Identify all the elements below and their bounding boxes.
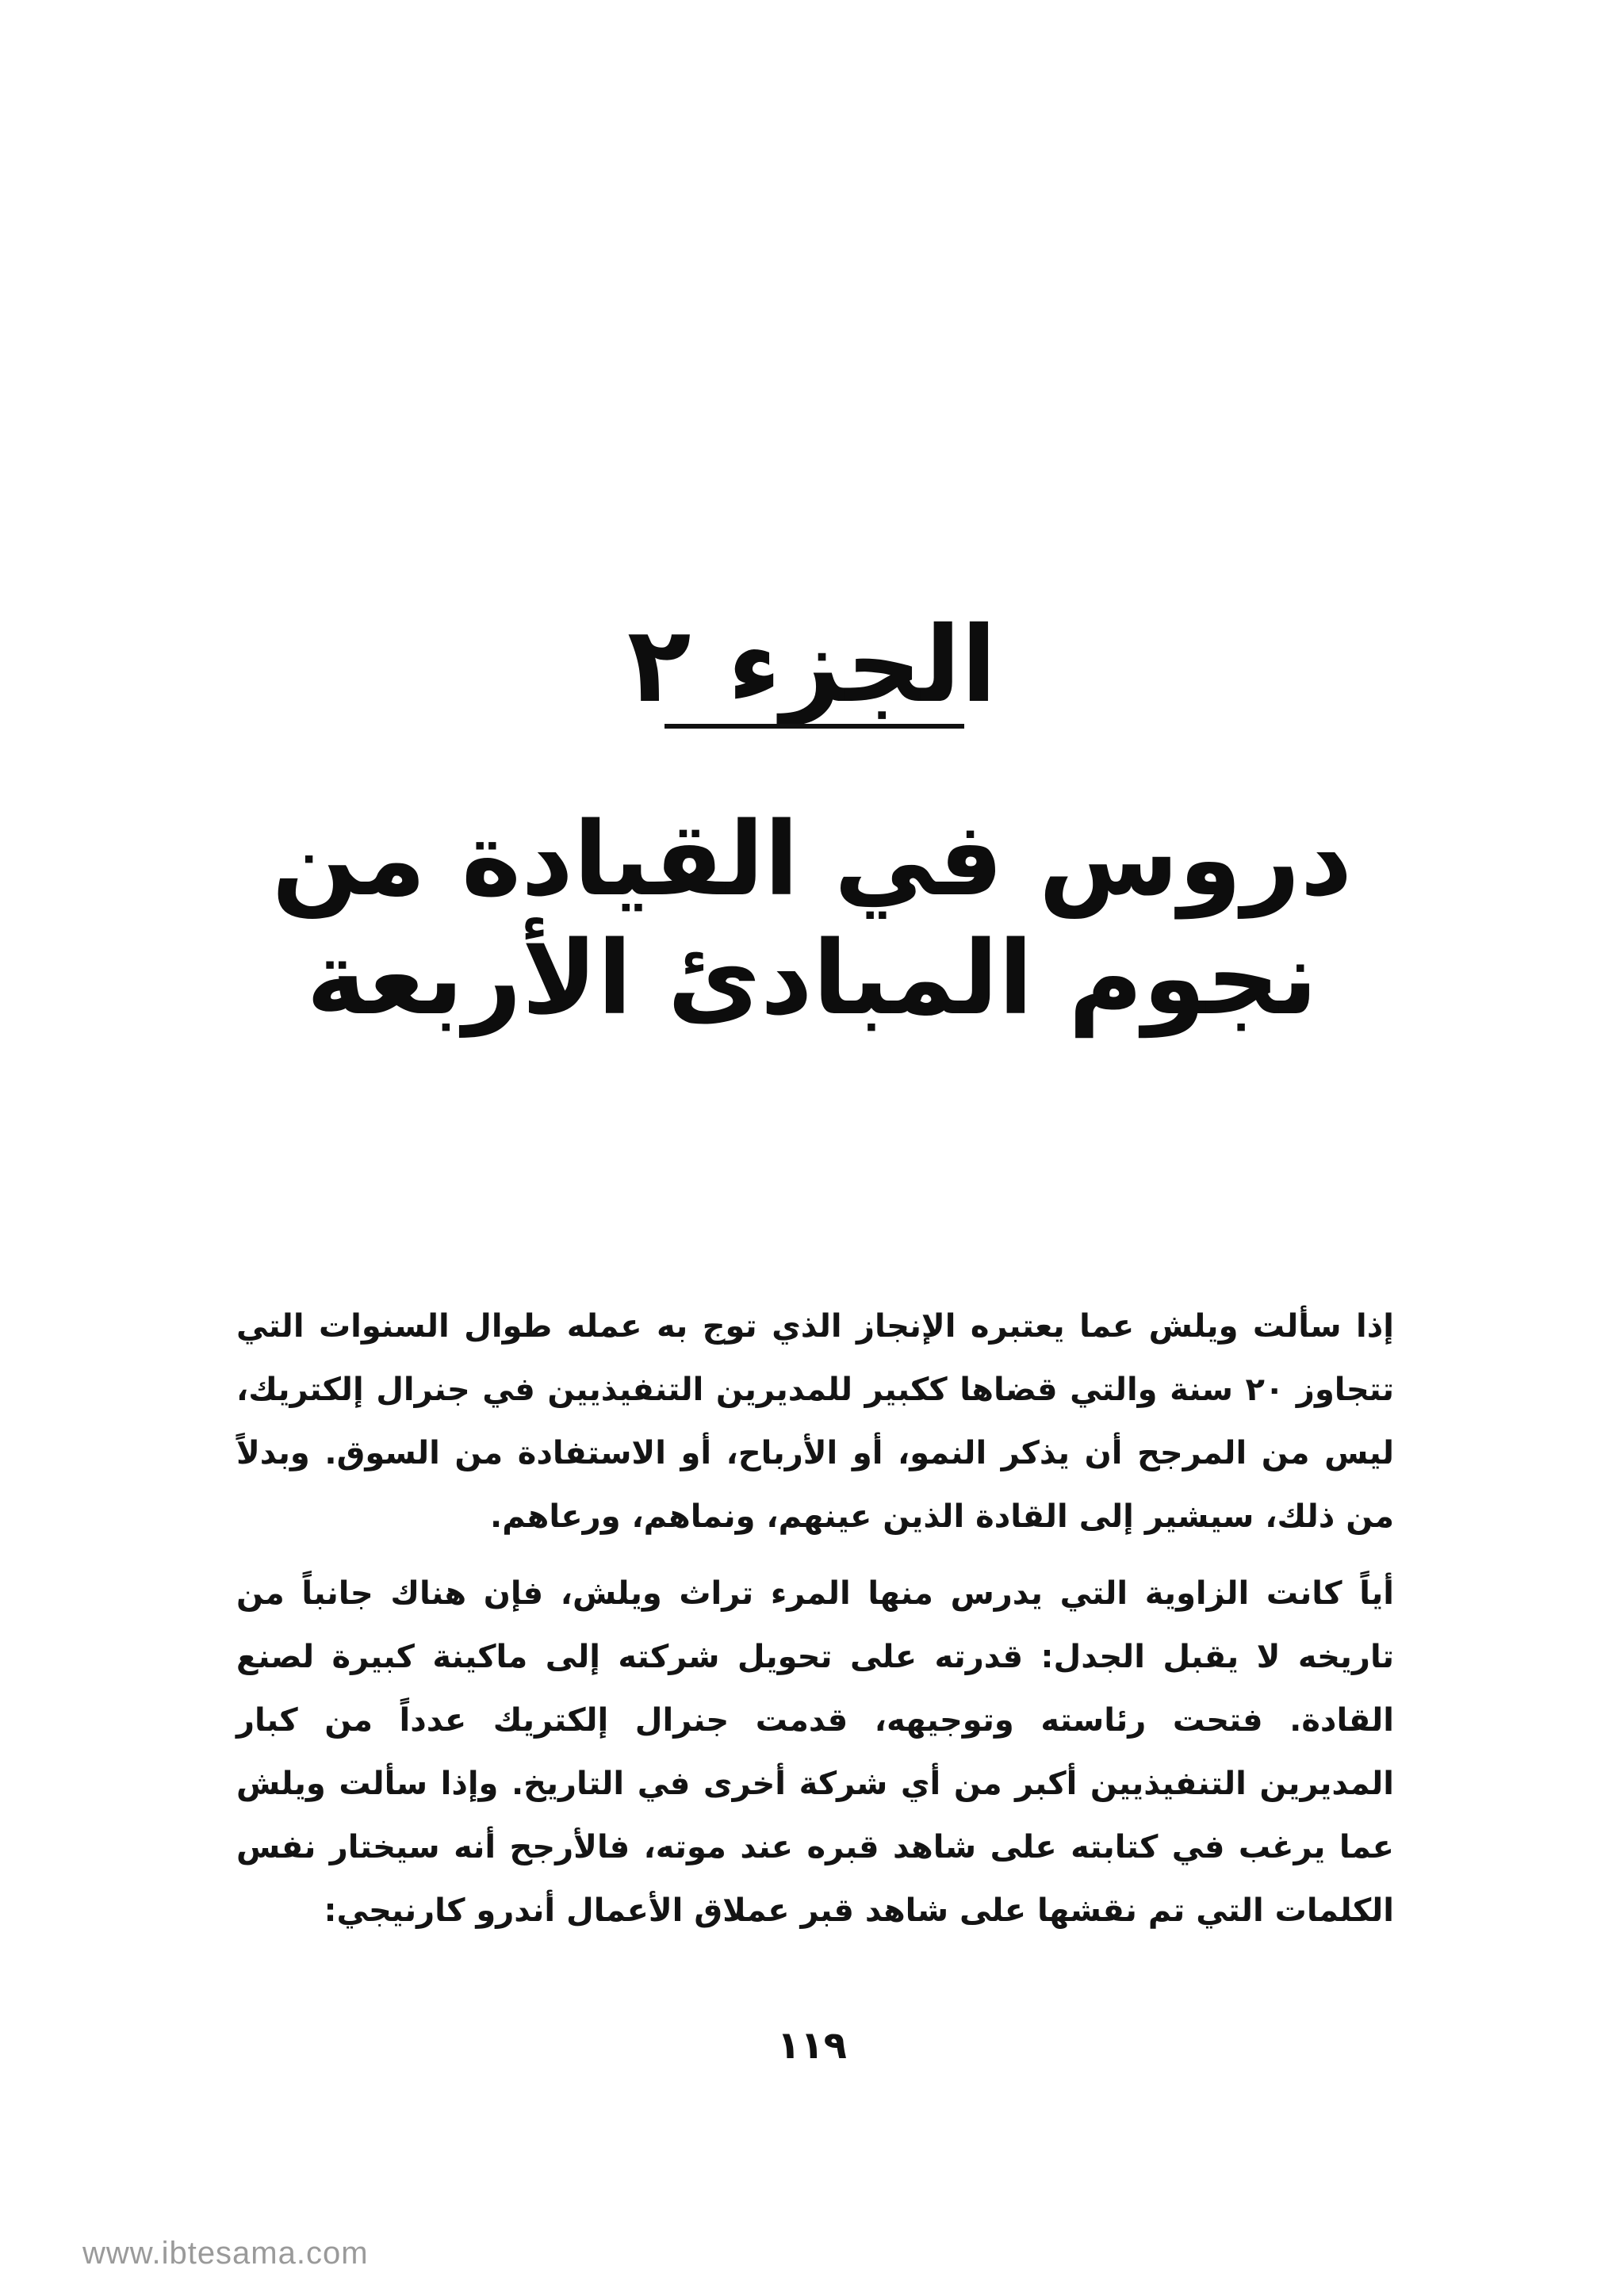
part-title: دروس في القيادة من نجوم المبادئ الأربعة [271, 801, 1353, 1038]
body-paragraph-1: إذا سألت ويلش عما يعتبره الإنجاز الذي توج به عمله طوال السنوات التي تتجاوز ٢٠ سنة والتي قضاها ككبير للمديرين التنفيذيين في جنرال إلكتريك، ليس من المرجح أن يذكر النمو، أو الأرباح، أو الاستفادة من السوق. وبدلاً من ذلك، سيشير إلى القادة الذين عينهم، ونماهم، ورعاهم. [236, 1308, 1395, 1535]
part-heading: الجزء ٢ [626, 604, 998, 726]
page-number: ١١٩ [777, 2023, 847, 2068]
body-paragraph-2: أياً كانت الزاوية التي يدرس منها المرء تراث ويلش، فإن هناك جانباً من تاريخه لا يقبل الجدل: قدرته على تحويل شركته إلى ماكينة كبيرة لصنع القادة. فتحت رئاسته وتوجيهه، قدمت جنرال إلكتريك عدداً من كبار المديرين التنفيذيين أكبر من أي شركة أخرى في التاريخ. وإذا سألت ويلش عما يرغب في كتابته على شاهد قبره عند موته، فالأرجح أنه سيختار نفس الكلمات التي تم نقشها على شاهد قبر عملاق الأعمال أندرو كارنيجي: [236, 1575, 1394, 1929]
heading-underline [665, 724, 964, 729]
watermark-url: www.ibtesama.com [82, 2236, 369, 2271]
